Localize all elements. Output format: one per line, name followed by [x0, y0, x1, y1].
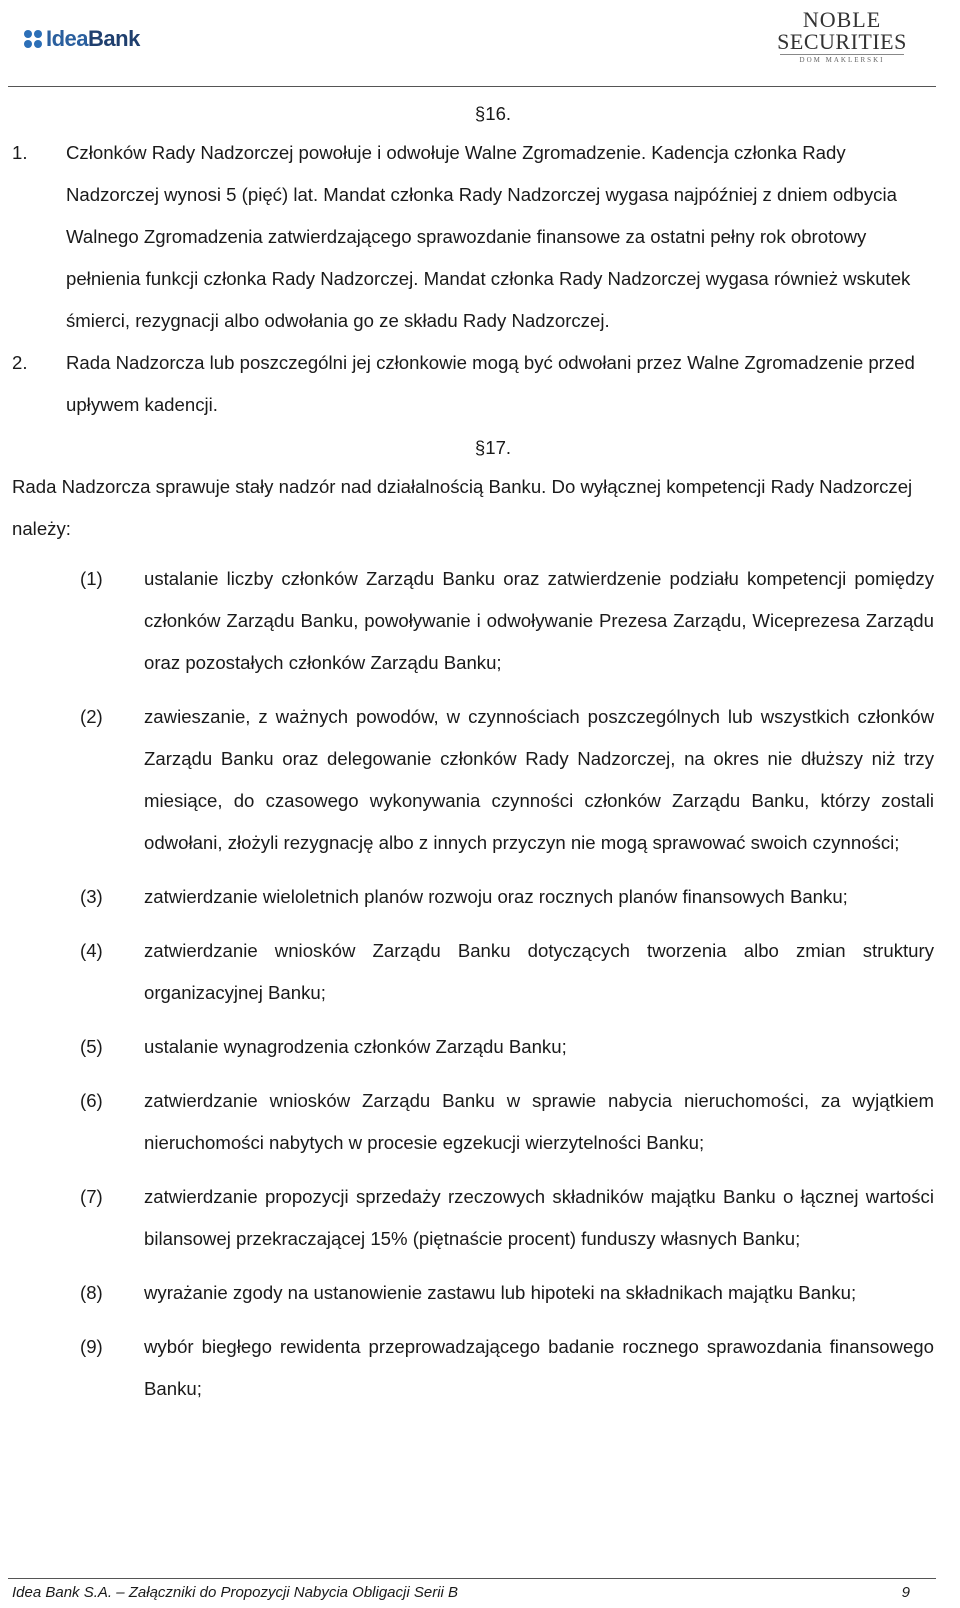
list-item [12, 1176, 934, 1260]
list-item [12, 1026, 934, 1068]
paragraph-text: Rada Nadzorcza lub poszczególni jej członkowie mogą być odwołani przez Walne Zgromadzenie przed upływem kadencji. [66, 352, 915, 415]
idea-bank-logo-text [46, 26, 140, 52]
list-item-number: (2) [80, 706, 103, 727]
list-item [12, 1326, 934, 1410]
list-item-number: (4) [80, 940, 103, 961]
list-item-text: wyrażanie zgody na ustanowienie zastawu lub hipoteki na składnikach majątku Banku; [144, 1282, 857, 1303]
page-header [0, 0, 960, 88]
section-16-title: §16. [474, 103, 512, 124]
footer-text: Idea Bank S.A. – Załączniki do Propozycji Nabycia Obligacji Serii B [12, 1584, 459, 1601]
list-item-text: zatwierdzanie propozycji sprzedaży rzeczowych składników majątku Banku o łącznej wartości bilansowej przekraczającej 15% (piętnaście procent) funduszy własnych Banku; [144, 1186, 934, 1249]
section-16-paragraph [12, 132, 934, 342]
noble-securities-logo [762, 7, 922, 64]
paragraph-text: Członków Rady Nadzorczej powołuje i odwołuje Walne Zgromadzenie. Kadencja członka Rady Nadzorczej wynosi 5 (pięć) lat. Mandat członka Rady Nadzorczej wygasa najpóźniej z dniem odbycia Walnego Zgromadzenia zatwierdzającego sprawozdanie finansowe za ostatni pełny rok obrotowy pełnienia funkcji członka Rady Nadzorczej. Mandat członka Rady Nadzorczej wygasa również wskutek śmierci, rezygnacji albo odwołania go ze składu Rady Nadzorczej. [66, 142, 911, 331]
list-item-text: ustalanie wynagrodzenia członków Zarządu Banku; [144, 1036, 567, 1057]
document-body [12, 96, 934, 1422]
list-item-number: (9) [80, 1336, 103, 1357]
list-item-text: zatwierdzanie wieloletnich planów rozwoju oraz rocznych planów finansowych Banku; [144, 886, 848, 907]
list-item-text: zawieszanie, z ważnych powodów, w czynnościach poszczególnych lub wszystkich członków Zarządu Banku oraz delegowanie członków Rady Nadzorczej, na okres nie dłuższy niż trzy miesiące, do czasowego wykonywania czynności członków Zarządu Banku, którzy zostali odwołani, złożyli rezygnację albo z innych przyczyn nie mogą sprawować swoich czynności; [144, 706, 934, 853]
paragraph-number: 2. [12, 352, 28, 373]
noble-logo-line2: SECURITIES [777, 29, 907, 54]
list-item [12, 1272, 934, 1314]
list-item [12, 696, 934, 864]
list-item [12, 558, 934, 684]
section-17-intro: Rada Nadzorcza sprawuje stały nadzór nad działalnością Banku. Do wyłącznej kompetencji Rady Nadzorczej należy: [12, 476, 913, 539]
idea-logo-word-idea: Idea [46, 26, 89, 51]
list-item-text: zatwierdzanie wniosków Zarządu Banku dotyczących tworzenia albo zmian struktury organizacyjnej Banku; [144, 940, 934, 1003]
list-item [12, 1080, 934, 1164]
header-divider [8, 86, 936, 87]
list-item [12, 876, 934, 918]
list-item-number: (7) [80, 1186, 103, 1207]
idea-bank-logo [24, 26, 140, 52]
page-number: 9 [901, 1584, 910, 1601]
section-17-title: §17. [474, 437, 512, 458]
list-item-text: wybór biegłego rewidenta przeprowadzającego badanie rocznego sprawozdania finansowego Banku; [144, 1336, 934, 1399]
list-item-number: (5) [80, 1036, 103, 1057]
list-item-number: (3) [80, 886, 103, 907]
noble-logo-line1: NOBLE [802, 7, 882, 32]
list-item-number: (8) [80, 1282, 103, 1303]
section-16-paragraph [12, 342, 934, 426]
idea-bank-logo-icon [24, 30, 42, 48]
list-item-number: (1) [80, 568, 103, 589]
list-item-text: zatwierdzanie wniosków Zarządu Banku w sprawie nabycia nieruchomości, za wyjątkiem nieruchomości nabytych w procesie egzekucji wierzytelności Banku; [144, 1090, 934, 1153]
competence-list [12, 558, 934, 1410]
list-item [12, 930, 934, 1014]
paragraph-number: 1. [12, 142, 28, 163]
idea-logo-word-bank: Bank [88, 26, 140, 51]
noble-logo-line3: DOM MAKLERSKI [780, 54, 904, 64]
footer-divider [8, 1578, 936, 1579]
list-item-text: ustalanie liczby członków Zarządu Banku oraz zatwierdzenie podziału kompetencji pomiędzy członków Zarządu Banku, powoływanie i odwoływanie Prezesa Zarządu, Wiceprezesa Zarządu oraz pozostałych członków Zarządu Banku; [144, 568, 934, 673]
list-item-number: (6) [80, 1090, 103, 1111]
